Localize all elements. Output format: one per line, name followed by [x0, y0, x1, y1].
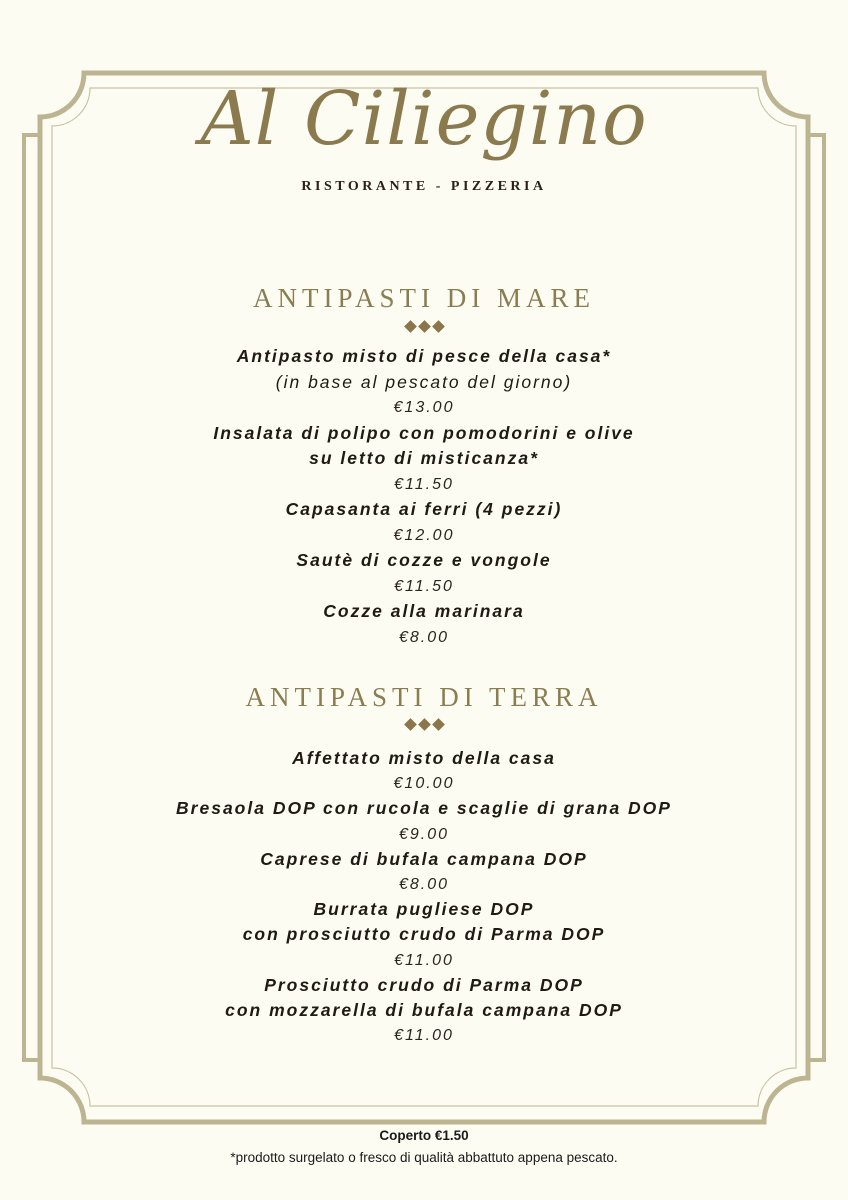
menu-item-name: Caprese di bufala campana DOP — [260, 848, 588, 869]
restaurant-subtitle: RISTORANTE - PIZZERIA — [301, 179, 547, 194]
cover-charge: Coperto €1.50 — [379, 1128, 469, 1143]
menu-item-name: Affettato misto della casa — [292, 748, 556, 768]
section-divider-mare — [0, 322, 848, 331]
menu-item-price: €12.00 — [393, 526, 455, 544]
restaurant-logo: Al Ciliegino — [200, 76, 648, 162]
menu-item-price: €11.00 — [394, 951, 454, 969]
menu-item-name: Antipasto misto di pesce della casa* — [236, 346, 612, 366]
section-title-antipasti-terra: ANTIPASTI DI TERRA — [245, 682, 603, 712]
menu-item-name: con mozzarella di bufala campana DOP — [225, 999, 623, 1020]
section-divider-terra — [0, 720, 848, 729]
menu-list-terra — [0, 746, 848, 1048]
menu-item-price: €10.00 — [393, 775, 455, 793]
menu-item-name: Bresaola DOP con rucola e scaglie di grana DOP — [176, 798, 672, 819]
diamond-ornament — [432, 320, 445, 333]
menu-item-price: €9.00 — [398, 825, 450, 843]
menu-item-name: Burrata pugliese DOP — [313, 899, 535, 920]
menu-item-name: Sautè di cozze e vongole — [296, 550, 552, 570]
diamond-ornament — [404, 718, 417, 731]
menu-item-note: (in base al pescato del giorno) — [275, 371, 573, 392]
menu-item-price: €8.00 — [398, 875, 450, 893]
menu-item-price: €11.50 — [394, 475, 454, 493]
menu-item-name: Insalata di polipo con pomodorini e olive — [213, 422, 635, 443]
diamond-ornament — [418, 320, 431, 333]
menu-item-name: su letto di misticanza* — [309, 448, 539, 468]
menu-item-price: €13.00 — [393, 399, 455, 416]
menu-item-price: €8.00 — [398, 628, 450, 646]
menu-item-name: Cozze alla marinara — [323, 601, 525, 621]
diamond-ornament — [404, 320, 417, 333]
menu-list-mare — [0, 344, 848, 650]
menu-item-name: con prosciutto crudo di Parma DOP — [242, 924, 606, 945]
menu-item-name: Capasanta ai ferri (4 pezzi) — [285, 499, 563, 519]
section-title-antipasti-mare: ANTIPASTI DI MARE — [252, 283, 595, 313]
frozen-product-note: *prodotto surgelato o fresco di qualità abbattuto appena pescato. — [230, 1150, 618, 1165]
diamond-ornament — [432, 718, 445, 731]
menu-item-price: €11.50 — [394, 577, 454, 595]
menu-item-price: €11.00 — [394, 1027, 454, 1045]
diamond-ornament — [418, 718, 431, 731]
menu-item-name: Prosciutto crudo di Parma DOP — [264, 974, 584, 995]
